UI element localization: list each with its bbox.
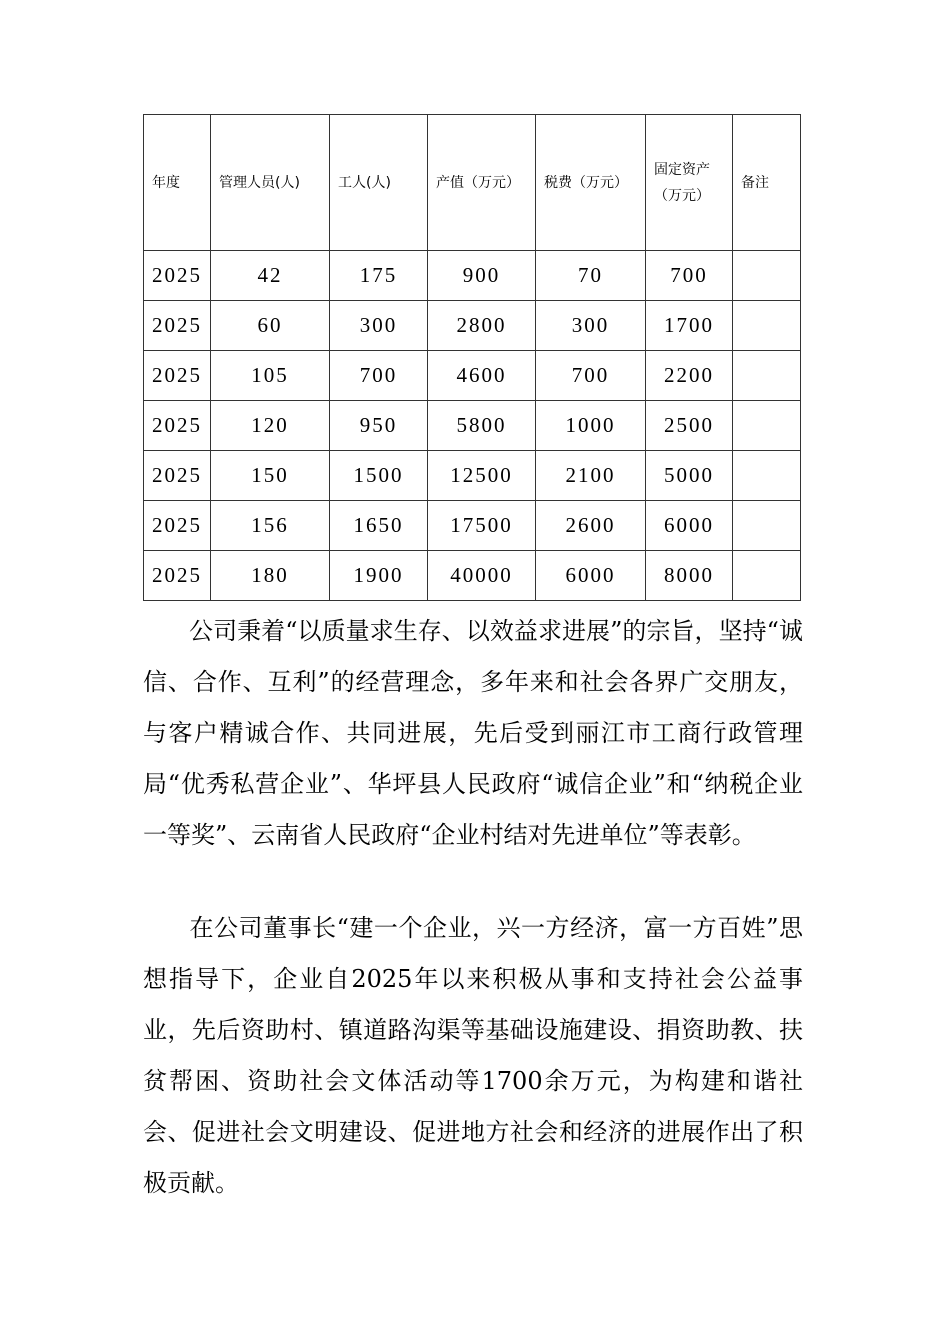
header-remarks: 备注 [733,115,801,251]
cell-output-value: 4600 [428,351,536,401]
cell-workers: 300 [330,301,428,351]
cell-output-value: 5800 [428,401,536,451]
company-stats-table [143,114,801,601]
cell-managers: 60 [211,301,330,351]
cell-year: 2025 [144,551,211,601]
paragraph-company-philosophy [143,606,803,861]
cell-remarks [733,301,801,351]
header-output-value: 产值（万元） [428,115,536,251]
header-taxes: 税费（万元） [536,115,646,251]
cell-year: 2025 [144,401,211,451]
header-managers: 管理人员(人) [211,115,330,251]
cell-workers: 700 [330,351,428,401]
cell-taxes: 2600 [536,501,646,551]
cell-fixed-assets: 2200 [646,351,733,401]
table-row [144,501,801,551]
cell-fixed-assets: 1700 [646,301,733,351]
paragraph-public-welfare [143,903,803,1209]
cell-taxes: 700 [536,351,646,401]
cell-workers: 1650 [330,501,428,551]
cell-workers: 175 [330,251,428,301]
header-workers: 工人(人) [330,115,428,251]
cell-remarks [733,401,801,451]
cell-taxes: 300 [536,301,646,351]
cell-output-value: 900 [428,251,536,301]
cell-output-value: 40000 [428,551,536,601]
cell-workers: 950 [330,401,428,451]
table-row [144,251,801,301]
cell-fixed-assets: 8000 [646,551,733,601]
cell-output-value: 2800 [428,301,536,351]
cell-taxes: 6000 [536,551,646,601]
cell-taxes: 1000 [536,401,646,451]
cell-remarks [733,251,801,301]
table-header-row [144,115,801,251]
cell-output-value: 17500 [428,501,536,551]
cell-year: 2025 [144,251,211,301]
cell-taxes: 70 [536,251,646,301]
cell-managers: 156 [211,501,330,551]
table-row [144,451,801,501]
table-row [144,351,801,401]
cell-managers: 180 [211,551,330,601]
table-row [144,551,801,601]
cell-remarks [733,451,801,501]
cell-fixed-assets: 700 [646,251,733,301]
cell-workers: 1900 [330,551,428,601]
table-row [144,301,801,351]
paragraph-text: 公司秉着“以质量求生存、以效益求进展”的宗旨，坚持“诚信、合作、互利”的经营理念，多年来和社会各界广交朋友，与客户精诚合作、共同进展，先后受到丽江市工商行政管理局“优秀私营企业”、华坪县人民政府“诚信企业”和“纳税企业一等奖”、云南省人民政府“企业村结对先进单位”等表彰。 [143,617,803,849]
cell-year: 2025 [144,351,211,401]
cell-workers: 1500 [330,451,428,501]
table-row [144,401,801,451]
cell-remarks [733,351,801,401]
cell-managers: 150 [211,451,330,501]
cell-fixed-assets: 2500 [646,401,733,451]
cell-year: 2025 [144,451,211,501]
cell-year: 2025 [144,301,211,351]
cell-managers: 42 [211,251,330,301]
cell-fixed-assets: 5000 [646,451,733,501]
cell-managers: 105 [211,351,330,401]
cell-year: 2025 [144,501,211,551]
cell-output-value: 12500 [428,451,536,501]
cell-taxes: 2100 [536,451,646,501]
cell-remarks [733,551,801,601]
cell-managers: 120 [211,401,330,451]
header-fixed-assets: 固定资产（万元） [646,115,733,251]
header-year: 年度 [144,115,211,251]
cell-fixed-assets: 6000 [646,501,733,551]
cell-remarks [733,501,801,551]
paragraph-text: 在公司董事长“建一个企业，兴一方经济，富一方百姓”思想指导下，企业自2025年以来积极从事和支持社会公益事业，先后资助村、镇道路沟渠等基础设施建设、捐资助教、扶贫帮困、资助社会文体活动等1700余万元，为构建和谐社会、促进社会文明建设、促进地方社会和经济的进展作出了积极贡献。 [143,914,803,1197]
